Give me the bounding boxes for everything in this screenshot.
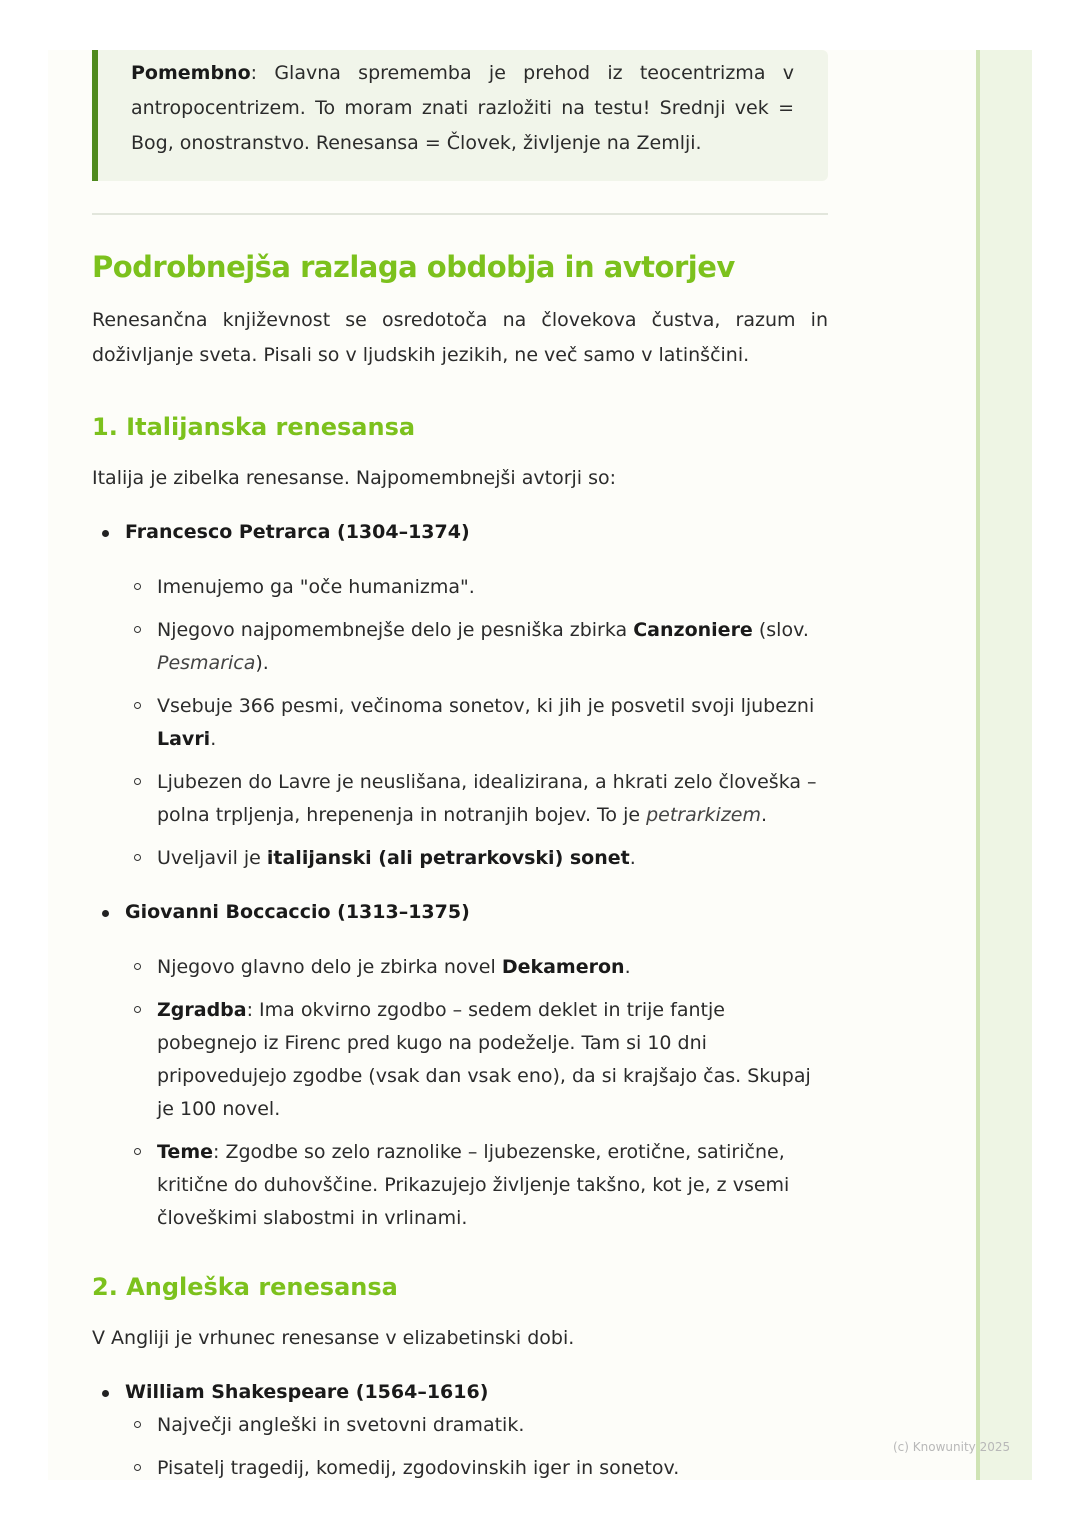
england-heading: 2. Angleška renesansa — [92, 1273, 398, 1301]
author-petrarca: Francesco Petrarca (1304–1374) — [125, 521, 470, 543]
italy-intro: Italija je zibelka renesanse. Najpomembnejši avtorji so: — [92, 467, 617, 489]
detail-text: Ljubezen do Lavre je neuslišana, idealizirana, a hkrati zelo človeška – polna trpljenja, hrepenenja in notranjih bojev. To je — [157, 771, 817, 826]
italy-authors-list — [92, 516, 828, 1235]
detail-text: Imenujemo ga "oče humanizma". — [157, 576, 475, 598]
list-item — [125, 1409, 828, 1442]
document-content — [92, 50, 828, 1485]
list-item — [125, 994, 828, 1126]
detail-text: . — [210, 728, 217, 750]
detail-text: ). — [255, 652, 269, 674]
england-authors-list — [92, 1376, 828, 1485]
side-strip — [976, 50, 1032, 1480]
copyright-footer: (c) Knowunity 2025 — [893, 1440, 1011, 1454]
work-translation: Pesmarica — [157, 652, 256, 674]
work-title: Canzoniere — [633, 619, 753, 641]
list-item — [125, 842, 828, 875]
list-item — [125, 766, 828, 832]
boccaccio-details — [125, 951, 828, 1235]
author-boccaccio: Giovanni Boccaccio (1313–1375) — [125, 901, 470, 923]
callout-text: : Glavna sprememba je prehod iz teocentrizma v antropocentrizem. To moram znati razložiti na testu! Srednji vek = Bog, onostranstvo. Renesansa = Človek, življenje na Zemlji. — [131, 62, 794, 154]
divider — [92, 213, 828, 215]
detail-text: . — [624, 956, 631, 978]
highlight: Teme — [157, 1141, 214, 1163]
detail-text: Uveljavil je — [157, 847, 267, 869]
detail-text: Pisatelj tragedij, komedij, zgodovinskih iger in sonetov. — [157, 1457, 680, 1479]
highlight: Zgradba — [157, 999, 247, 1021]
author-shakespeare: William Shakespeare (1564–1616) — [125, 1381, 489, 1403]
detail-text: : Zgodbe so zelo raznolike – ljubezenske, erotične, satirične, kritične do duhovščine. Prikazujejo življenje takšno, kot je, z vsemi človeškimi slabostmi in vrlinami. — [157, 1141, 790, 1229]
list-item — [125, 951, 828, 984]
detail-text: (slov. — [752, 619, 809, 641]
highlight: italijanski (ali petrarkovski) sonet — [266, 847, 630, 869]
section-title: Podrobnejša razlaga obdobja in avtorjev — [92, 250, 735, 284]
work-title: Dekameron — [501, 956, 625, 978]
shakespeare-details — [125, 1409, 828, 1485]
important-callout — [92, 50, 828, 181]
italy-heading: 1. Italijanska renesansa — [92, 413, 416, 441]
term: petrarkizem — [646, 804, 761, 826]
detail-text: Njegovo glavno delo je zbirka novel — [157, 956, 502, 978]
detail-text: : Ima okvirno zgodbo – sedem deklet in trije fantje pobegnejo iz Firenc pred kugo na podeželje. Tam si 10 dni pripovedujejo zgodbe (vsak dan vsak eno), da si krajšajo čas. Skupaj je 100 novel. — [157, 999, 811, 1120]
list-item — [125, 690, 828, 756]
list-item — [125, 571, 828, 604]
list-item — [92, 516, 828, 875]
highlight: Lavri — [157, 728, 211, 750]
detail-text: . — [761, 804, 768, 826]
petrarca-details — [125, 571, 828, 875]
list-item — [125, 1452, 828, 1485]
list-item — [125, 614, 828, 680]
detail-text: Njegovo najpomembnejše delo je pesniška zbirka — [157, 619, 634, 641]
list-item — [125, 1136, 828, 1235]
england-intro: V Angliji je vrhunec renesanse v elizabetinski dobi. — [92, 1327, 575, 1349]
detail-text: Največji angleški in svetovni dramatik. — [157, 1414, 525, 1436]
list-item — [92, 1376, 828, 1485]
section-intro: Renesančna književnost se osredotoča na človekova čustva, razum in doživljanje sveta. Pisali so v ljudskih jezikih, ne več samo v latinščini. — [92, 309, 828, 366]
detail-text: . — [629, 847, 636, 869]
callout-label: Pomembno — [131, 62, 251, 84]
detail-text: Vsebuje 366 pesmi, večinoma sonetov, ki jih je posvetil svoji ljubezni — [157, 695, 815, 717]
list-item — [92, 896, 828, 1235]
